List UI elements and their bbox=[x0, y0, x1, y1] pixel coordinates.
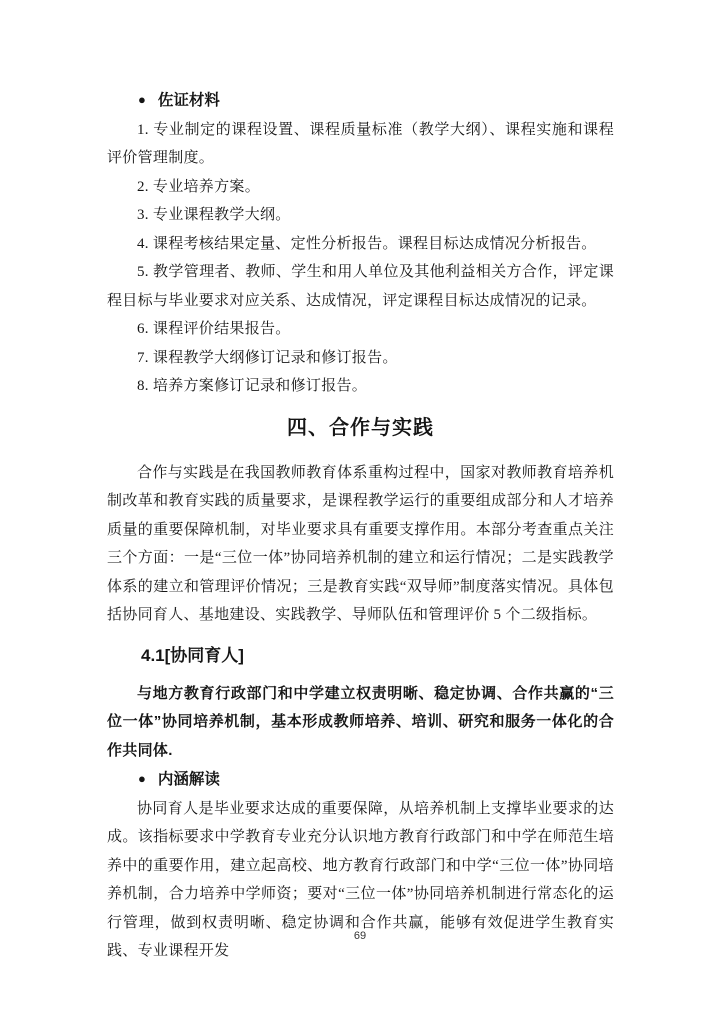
evidence-item-5: 5. 教学管理者、教师、学生和用人单位及其他利益相关方合作，评定课程目标与毕业要求对应关系、达成情况，评定课程目标达成情况的记录。 bbox=[107, 264, 614, 309]
subsection-requirement-paragraph: 与地方教育行政部门和中学建立权责明晰、稳定协调、合作共赢的“三位一体”协同培养机制，基本形成教师培养、培训、研究和服务一体化的合作共同体. bbox=[107, 684, 614, 759]
evidence-item-4: 4. 课程考核结果定量、定性分析报告。课程目标达成情况分析报告。 bbox=[137, 235, 597, 252]
evidence-item-2: 2. 专业培养方案。 bbox=[137, 178, 261, 195]
evidence-item-1: 1. 专业制定的课程设置、课程质量标准（教学大纲）、课程实施和课程评价管理制度。 bbox=[107, 121, 614, 166]
bullet-icon: ● bbox=[138, 92, 146, 107]
bullet-icon: ● bbox=[138, 771, 146, 786]
chapter-intro-paragraph: 合作与实践是在我国教师教育体系重构过程中，国家对教师教育培养机制改革和教育实践的质量要求，是课程教学运行的重要组成部分和人才培养质量的重要保障机制，对毕业要求具有重要支撑作用。本部分考查重点关注三个方面：一是“三位一体”协同培养机制的建立和运行情况；二是实践教学体系的建立和管理评价情况；三是教育实践“双导师”制度落实情况。具体包括协同育人、基地建设、实践教学、导师队伍和管理评价 5 个二级指标。 bbox=[107, 464, 614, 623]
evidence-item-7: 7. 课程教学大纲修订记录和修订报告。 bbox=[137, 349, 398, 366]
evidence-item-8: 8. 培养方案修订记录和修订报告。 bbox=[137, 378, 368, 394]
connotation-paragraph: 协同育人是毕业要求达成的重要保障，从培养机制上支撑毕业要求的达成。该指标要求中学教育专业充分认识地方教育行政部门和中学在师范生培养中的重要作用，建立起高校、地方教育行政部门和中学“三位一体”协同培养机制，合力培养中学师资；要对“三位一体”协同培养机制进行常态化的运行管理，做到权责明晰、稳定协调和合作共赢，能够有效促进学生教育实践、专业课程开发 bbox=[107, 800, 614, 959]
evidence-materials-label: 佐证材料 bbox=[157, 92, 220, 109]
subsection-title: 4.1[协同育人] bbox=[141, 645, 244, 665]
page-number: 69 bbox=[353, 930, 367, 942]
evidence-materials-heading bbox=[107, 86, 614, 116]
chapter-title: 四、合作与实践 bbox=[287, 416, 434, 439]
evidence-item-3: 3. 专业课程教学大纲。 bbox=[137, 207, 291, 223]
connotation-label: 内涵解读 bbox=[157, 771, 220, 788]
connotation-heading bbox=[107, 765, 614, 795]
evidence-item-6: 6. 课程评价结果报告。 bbox=[137, 321, 291, 337]
